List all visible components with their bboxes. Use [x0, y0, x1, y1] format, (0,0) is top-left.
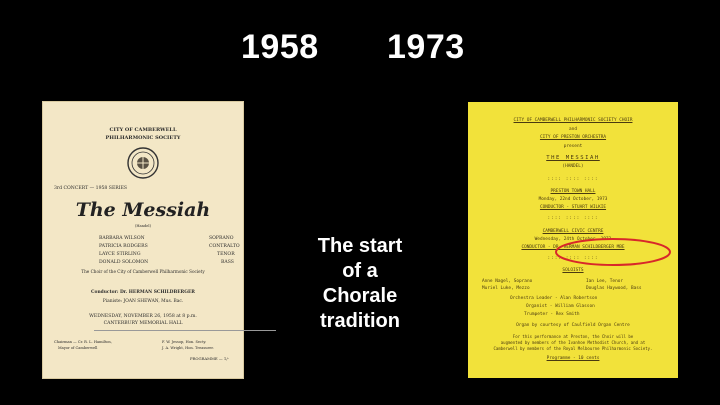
soloist-name: PATRICIA RODGERS [99, 244, 148, 249]
venue-1958: CANTERBURY MEMORIAL HALL [103, 321, 183, 326]
conductor-preston: CONDUCTOR - STUART WILKIE [539, 205, 607, 210]
slide-caption [304, 234, 416, 334]
society-seal-icon [127, 147, 159, 179]
choir-line: The Choir of the City of Camberwell Philharmonic Society [81, 269, 205, 274]
price-1958: PROGRAMME — 1/- [190, 356, 229, 361]
composer-1973: (HANDEL) [562, 164, 584, 169]
present-1973: present [563, 144, 583, 149]
soloist-row [99, 260, 234, 265]
soloist-row [99, 236, 234, 241]
footer-treasurer: J. A. Wright, Hon. Treasurer. [162, 346, 214, 350]
soloist-role: SOPRANO [209, 236, 234, 241]
caption-line-2: of a [342, 260, 378, 282]
conductor-camberwell: CONDUCTOR - DR. HERMAN SCHILDBERGER MBE [521, 245, 625, 250]
footer-secretary: F. W. Jessop, Hon. Secty. [162, 340, 207, 344]
venue-camberwell: CAMBERWELL CIVIC CENTRE [542, 229, 604, 234]
soloist-name: BARBARA WILSON [99, 236, 145, 241]
pianist-1958: Pianiste: JOAN SHEWAN, Mus. Bac. [102, 299, 184, 304]
footer-mayor: Mayor of Camberwell [58, 346, 98, 350]
note-line-3: Camberwell by members of the Royal Melbourne Philharmonic Society. [493, 346, 653, 351]
soloist-role: TENOR [217, 252, 235, 257]
soloist-right-2: Douglas Haywood, Bass [586, 286, 642, 291]
programme-1973-content [468, 0, 678, 405]
programme-1958-title: The Messiah [75, 199, 211, 221]
soloists-heading: SOLOISTS [562, 268, 584, 273]
trumpeter: Trumpeter - Rex Smith [524, 312, 580, 317]
soloist-left-2: Muriel Luke, Mezzo [482, 286, 530, 291]
org-line-1: CITY OF CAMBERWELL [109, 127, 177, 133]
caption-line-4: tradition [320, 310, 400, 332]
separator-dots: :::: :::: :::: [547, 216, 599, 221]
date-1958: WEDNESDAY, NOVEMBER 26, 1958 at 8 p.m. [89, 314, 197, 319]
and-1973: and [569, 127, 577, 132]
soloist-row [99, 252, 235, 257]
org-line-2: PHILHARMONIC SOCIETY [105, 135, 181, 141]
soloist-name: LAYCE STIRLING [99, 252, 141, 257]
note-line-2: augmented by members of the Ivanhoe Methodist Church, and at [500, 340, 646, 345]
divider [94, 330, 276, 331]
soloist-role: BASS [221, 260, 234, 265]
caption-line-3: Chorale [322, 285, 398, 307]
programme-1958-content [42, 0, 244, 405]
soloist-left-1: Anne Nagel, Soprano [482, 279, 533, 284]
orchestra-1973: CITY OF PRESTON ORCHESTRA [539, 135, 607, 140]
date-camberwell: Wednesday, 24th October, 1973 [534, 237, 612, 242]
programme-1973-title: THE MESSIAH [546, 155, 600, 161]
highlight-circle-icon [554, 237, 672, 267]
conductor-1958: Conductor: Dr. HERMAN SCHILDBERGER [91, 290, 195, 295]
organ-courtesy: Organ by courtesy of Caulfield Organ Centre [516, 323, 630, 328]
venue-preston: PRESTON TOWN HALL [550, 189, 596, 194]
caption-line-1: The start [317, 235, 403, 257]
orchestra-leader: Orchestra Leader - Alan Robertson [510, 296, 598, 301]
soloist-name: DONALD SOLOMON [99, 260, 149, 265]
composer-1958: (Handel) [135, 224, 151, 228]
price-1973: Programme - 10 cents [546, 356, 600, 361]
soloist-right-1: Ian Lee, Tenor [586, 279, 624, 284]
soloist-role: CONTRALTO [209, 244, 240, 249]
date-preston: Monday, 22nd October, 1973 [538, 197, 608, 202]
footer-chairman: Chairman — Cr. R. L. Hamilton, [54, 340, 112, 344]
separator-dots: :::: :::: :::: [547, 177, 599, 182]
concert-series: 3rd CONCERT — 1958 SERIES [54, 186, 128, 191]
organist: Organist - William Glasson [526, 304, 595, 309]
separator-dots: :::: :::: :::: [547, 256, 599, 261]
note-line-1: For this performance at Preston, the Choir will be [512, 334, 634, 339]
year-1973-heading: 1973 [387, 28, 465, 66]
header-1973: CITY OF CAMBERWELL PHILHARMONIC SOCIETY CHOIR [513, 118, 633, 123]
soloist-row [99, 244, 240, 249]
year-1958-heading: 1958 [241, 28, 319, 66]
